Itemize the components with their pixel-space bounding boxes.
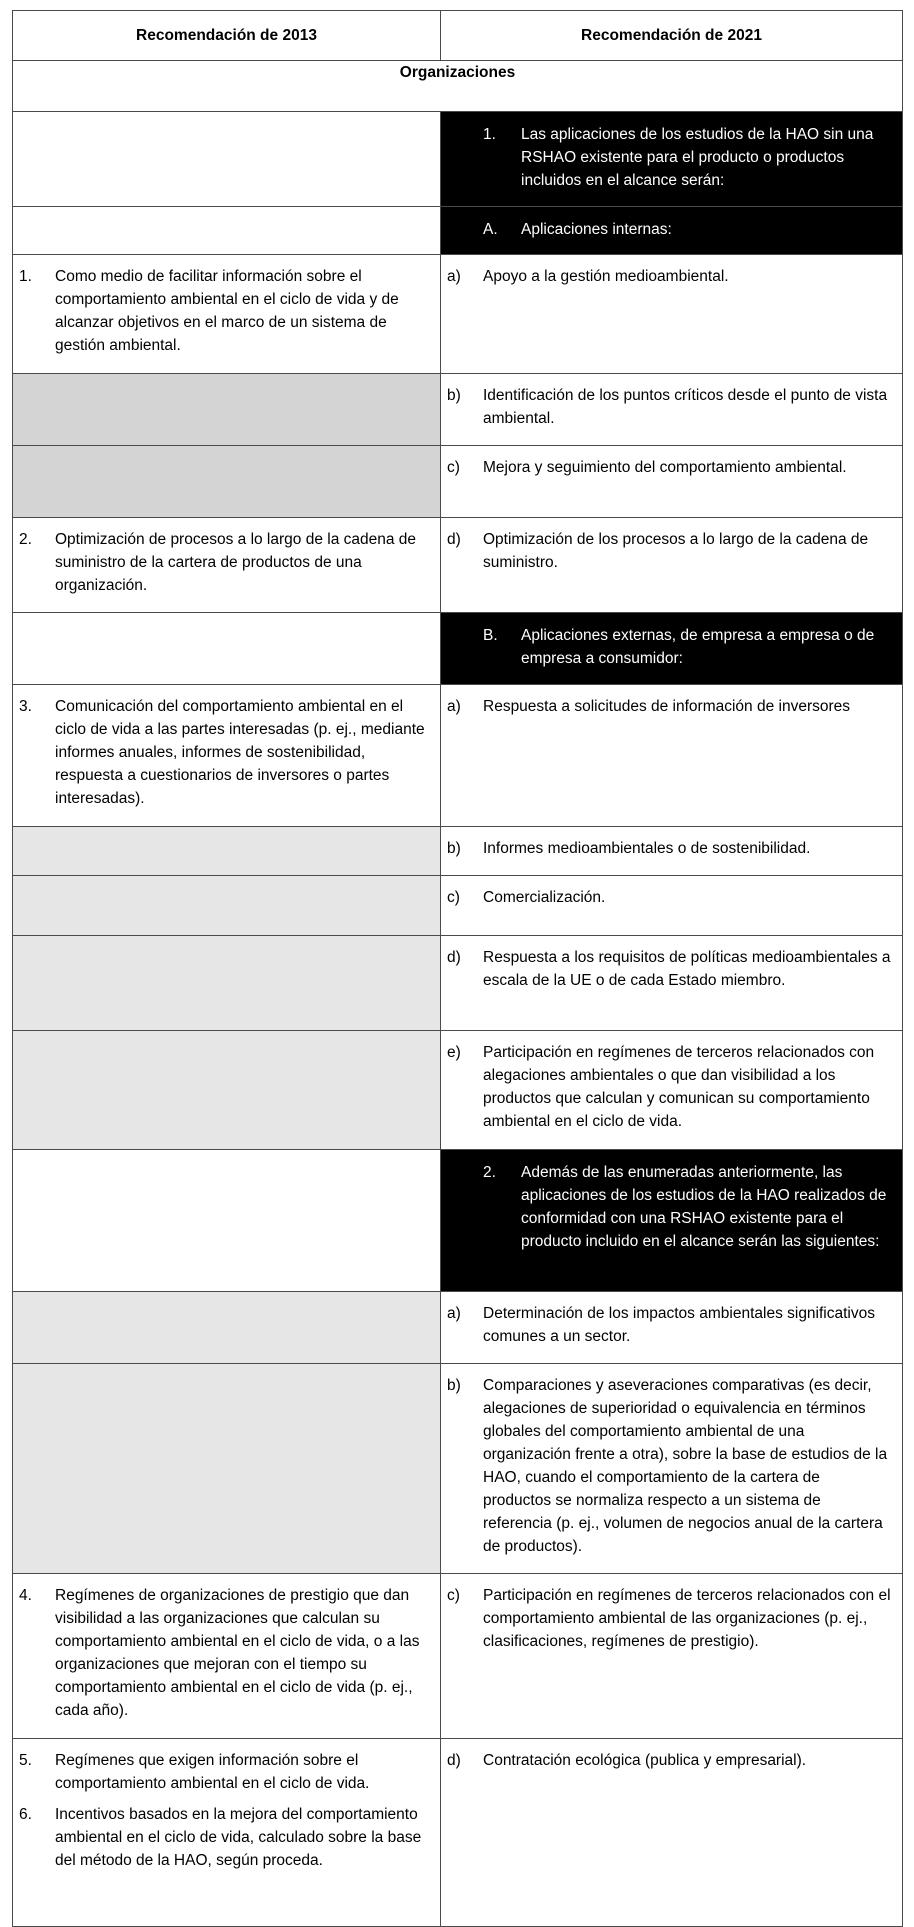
item-text: Informes medioambientales o de sostenibilidad. (483, 840, 811, 857)
table-row (13, 876, 903, 936)
item-text: Participación en regímenes de terceros relacionados con alegaciones ambientales o que dan visibilidad a los productos que calculan y comunican su comportamiento ambiental en el ciclo de vida. (483, 1044, 875, 1130)
right-cell (441, 685, 903, 827)
item-letter: a) (447, 698, 461, 715)
empty-cell (13, 1150, 441, 1292)
right-cell (441, 827, 903, 876)
item-text: Optimización de los procesos a lo largo de la cadena de suministro. (483, 531, 869, 571)
heading-text: Aplicaciones externas, de empresa a empresa o de empresa a consumidor: (521, 627, 875, 667)
heading-cell (441, 1150, 903, 1292)
right-cell (441, 1574, 903, 1739)
heading-cell (441, 112, 903, 207)
header-row (13, 11, 903, 61)
item-letter: d) (447, 1752, 461, 1769)
right-cell (441, 1739, 903, 1927)
heading-text: Las aplicaciones de los estudios de la HAO sin una RSHAO existente para el producto o productos incluidos en el alcance serán: (521, 126, 874, 189)
item-number: 6. (19, 1806, 32, 1823)
right-cell (441, 446, 903, 518)
heading-number: B. (483, 627, 498, 644)
item-letter: d) (447, 949, 461, 966)
empty-cell (13, 827, 441, 876)
empty-cell (13, 876, 441, 936)
table-row (13, 207, 903, 255)
item-text: Comparaciones y aseveraciones comparativas (es decir, alegaciones de superioridad o equivalencia en términos globales del comportamiento ambiental de una organización frente a otra), sobre la base de estudios de la HAO, cuando el comportamiento de la cartera de productos se normaliza respecto a un sistema de referencia (p. ej., volumen de negocios anual de la cartera de productos). (483, 1377, 888, 1555)
item-text: Como medio de facilitar información sobre el comportamiento ambiental en el ciclo de vida y de alcanzar objetivos en el marco de un sistema de gestión ambiental. (55, 268, 399, 354)
item-letter: c) (447, 889, 460, 906)
right-cell (441, 255, 903, 374)
item-text: Mejora y seguimiento del comportamiento ambiental. (483, 459, 847, 476)
heading-number: A. (483, 221, 498, 238)
item-text: Regímenes de organizaciones de prestigio que dan visibilidad a las organizaciones que calculan su comportamiento ambiental en el ciclo de vida, o a las organizaciones que mejoran con el tiempo su comportamiento ambiental en el ciclo de vida (p. ej., cada año). (55, 1587, 420, 1719)
item-number: 5. (19, 1752, 32, 1769)
left-cell (13, 518, 441, 613)
empty-cell (13, 1292, 441, 1364)
table-row (13, 446, 903, 518)
table-row (13, 1292, 903, 1364)
item-text: Apoyo a la gestión medioambiental. (483, 268, 729, 285)
item-letter: a) (447, 1305, 461, 1322)
right-cell (441, 518, 903, 613)
table-row (13, 936, 903, 1031)
item-text: Respuesta a solicitudes de información de inversores (483, 698, 851, 715)
table-row (13, 1031, 903, 1150)
item-letter: a) (447, 268, 461, 285)
item-letter: b) (447, 387, 461, 404)
heading-text: Además de las enumeradas anteriormente, las aplicaciones de los estudios de la HAO realizados de conformidad con una RSHAO existente para el producto incluido en el alcance serán las siguientes: (521, 1164, 887, 1250)
item-letter: c) (447, 459, 460, 476)
table-row (13, 374, 903, 446)
item-text: Comunicación del comportamiento ambiental en el ciclo de vida a las partes interesadas (p. ej., mediante informes anuales, informes de sostenibilidad, respuesta a cuestionarios de inversores o partes interesadas). (55, 698, 425, 807)
empty-cell (13, 1364, 441, 1574)
item-text: Participación en regímenes de terceros relacionados con el comportamiento ambiental de las organizaciones (p. ej., clasificaciones, regímenes de prestigio). (483, 1587, 891, 1650)
heading-text: Aplicaciones internas: (521, 221, 672, 238)
section-title: Organizaciones (13, 61, 903, 112)
heading-number: 1. (483, 126, 496, 143)
empty-cell (13, 112, 441, 207)
table-row (13, 518, 903, 613)
table-row (13, 255, 903, 374)
item-text: Respuesta a los requisitos de políticas medioambientales a escala de la UE o de cada Estado miembro. (483, 949, 891, 989)
table-row (13, 112, 903, 207)
left-cell (13, 1739, 441, 1927)
item-text: Contratación ecológica (publica y empresarial). (483, 1752, 807, 1769)
left-cell (13, 255, 441, 374)
item-letter: c) (447, 1587, 460, 1604)
left-cell (13, 685, 441, 827)
table-row (13, 685, 903, 827)
heading-cell (441, 613, 903, 685)
item-number: 4. (19, 1587, 32, 1604)
item-letter: b) (447, 840, 461, 857)
heading-cell (441, 207, 903, 255)
empty-cell (13, 446, 441, 518)
left-cell (13, 1574, 441, 1739)
table-row (13, 1574, 903, 1739)
item-letter: e) (447, 1044, 461, 1061)
item-number: 2. (19, 531, 32, 548)
table-row (13, 1150, 903, 1292)
empty-cell (13, 374, 441, 446)
heading-number: 2. (483, 1164, 496, 1181)
table-row (13, 1364, 903, 1574)
table-row (13, 827, 903, 876)
right-cell (441, 876, 903, 936)
table-row (13, 1739, 903, 1927)
header-2013: Recomendación de 2013 (13, 11, 441, 61)
item-text: Optimización de procesos a lo largo de la cadena de suministro de la cartera de productos de una organización. (55, 531, 417, 594)
header-2021: Recomendación de 2021 (441, 11, 903, 61)
item-number: 3. (19, 698, 32, 715)
empty-cell (13, 613, 441, 685)
section-row (13, 61, 903, 112)
empty-cell (13, 1031, 441, 1150)
right-cell (441, 1031, 903, 1150)
table-row (13, 613, 903, 685)
right-cell (441, 374, 903, 446)
right-cell (441, 1364, 903, 1574)
comparison-table (12, 10, 903, 1927)
item-text: Determinación de los impactos ambientales significativos comunes a un sector. (483, 1305, 875, 1345)
right-cell (441, 936, 903, 1031)
right-cell (441, 1292, 903, 1364)
item-text: Identificación de los puntos críticos desde el punto de vista ambiental. (483, 387, 888, 427)
item-text: Comercialización. (483, 889, 606, 906)
item-number: 1. (19, 268, 32, 285)
empty-cell (13, 936, 441, 1031)
item-letter: b) (447, 1377, 461, 1394)
empty-cell (13, 207, 441, 255)
item-text: Incentivos basados en la mejora del comportamiento ambiental en el ciclo de vida, calculado sobre la base del método de la HAO, según proceda. (55, 1806, 422, 1869)
item-letter: d) (447, 531, 461, 548)
item-text: Regímenes que exigen información sobre el comportamiento ambiental en el ciclo de vida. (55, 1752, 370, 1792)
